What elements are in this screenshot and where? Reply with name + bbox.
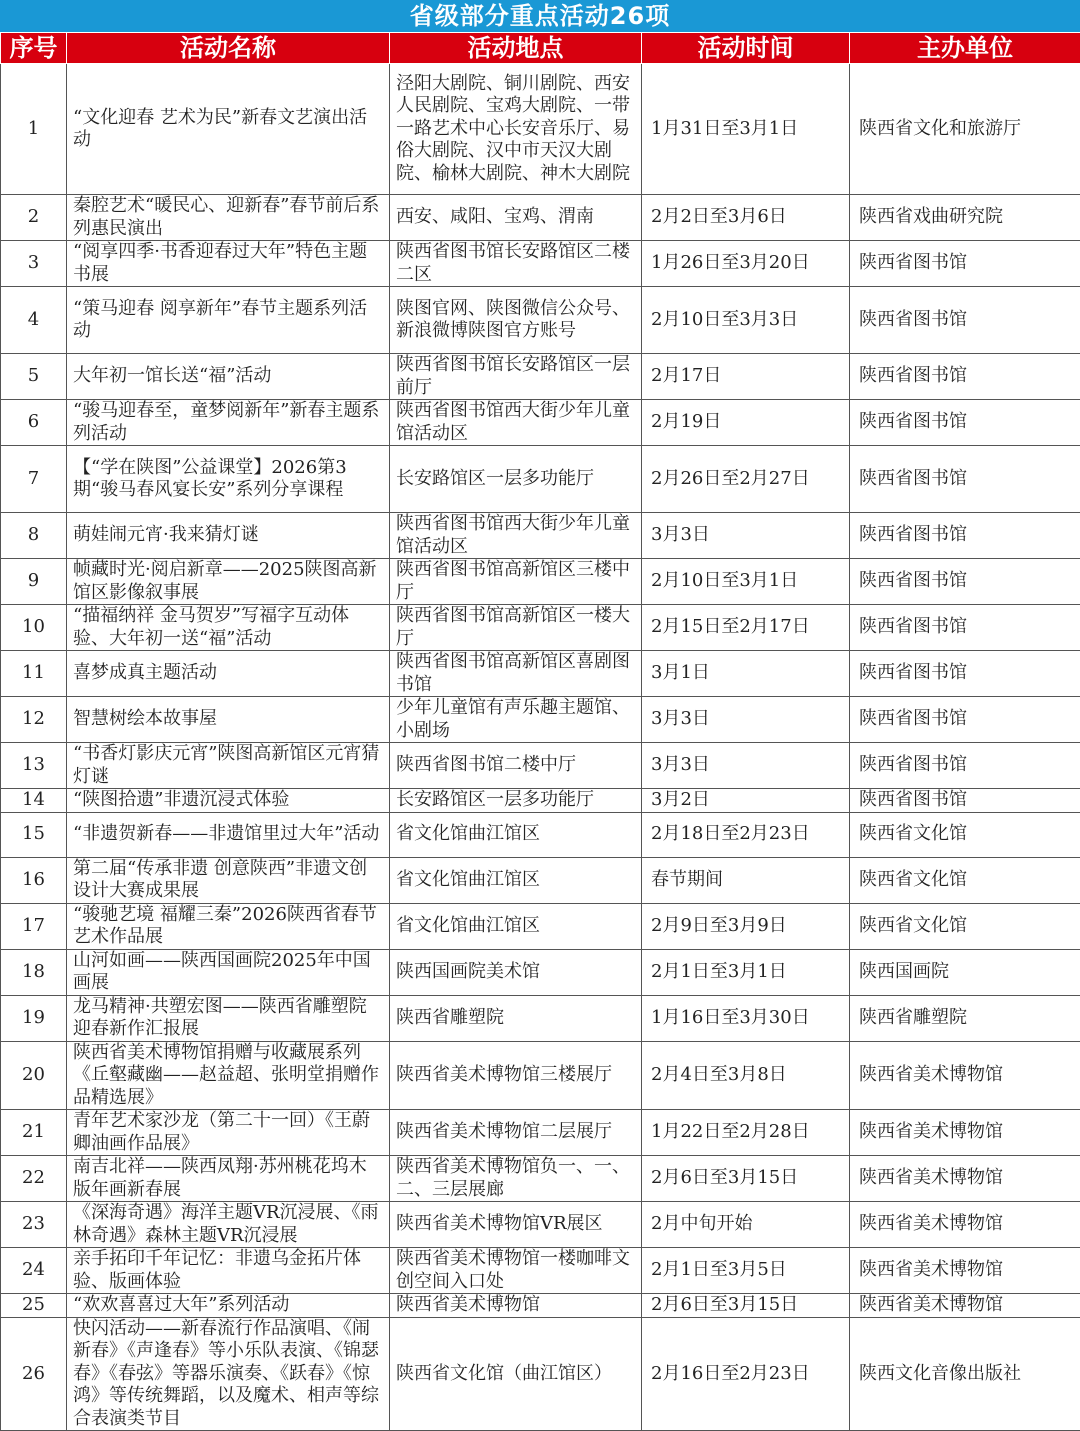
cell-name: 萌娃闹元宵·我来猜灯谜: [67, 513, 390, 559]
cell-organizer: 陕西文化音像出版社: [850, 1317, 1080, 1431]
table-row: [1, 651, 1080, 697]
cell-organizer: 陕西省图书馆: [850, 605, 1080, 651]
cell-place: 省文化馆曲江馆区: [390, 812, 642, 857]
cell-place: 省文化馆曲江馆区: [390, 857, 642, 903]
cell-time: 3月3日: [642, 513, 850, 559]
cell-organizer: 陕西省美术博物馆: [850, 1110, 1080, 1156]
cell-time: 2月2日至3月6日: [642, 195, 850, 241]
cell-organizer: 陕西省图书馆: [850, 241, 1080, 287]
cell-name: 喜梦成真主题活动: [67, 651, 390, 697]
table-row: [1, 903, 1080, 949]
cell-time: 2月10日至3月3日: [642, 287, 850, 354]
header-place: 活动地点: [390, 33, 642, 64]
table-row: [1, 1317, 1080, 1431]
table-row: [1, 743, 1080, 789]
cell-organizer: 陕西省美术博物馆: [850, 1202, 1080, 1248]
cell-time: 2月1日至3月5日: [642, 1248, 850, 1294]
table-row: [1, 513, 1080, 559]
table-row: [1, 241, 1080, 287]
cell-name: 帧藏时光·阅启新章——2025陕图高新馆区影像叙事展: [67, 559, 390, 605]
cell-organizer: 陕西省文化馆: [850, 857, 1080, 903]
cell-time: 2月6日至3月15日: [642, 1294, 850, 1318]
table-row: [1, 446, 1080, 513]
cell-name: “描福纳祥 金马贺岁”写福字互动体验、大年初一送“福”活动: [67, 605, 390, 651]
cell-name: 快闪活动——新春流行作品演唱、《闹新春》《声逢春》等小乐队表演、《锦瑟春》《春弦》等器乐演奏、《跃春》《惊鸿》等传统舞蹈，以及魔术、相声等综合表演类节目: [67, 1317, 390, 1431]
cell-time: 2月16日至2月23日: [642, 1317, 850, 1431]
cell-time: 3月1日: [642, 651, 850, 697]
cell-organizer: 陕西省图书馆: [850, 743, 1080, 789]
cell-place: 陕西省美术博物馆负一、一、二、三层展廊: [390, 1156, 642, 1202]
header-time: 活动时间: [642, 33, 850, 64]
cell-time: 春节期间: [642, 857, 850, 903]
cell-place: 长安路馆区一层多功能厅: [390, 446, 642, 513]
cell-no: 23: [1, 1202, 67, 1248]
table-row: [1, 995, 1080, 1041]
cell-place: 陕西省图书馆西大街少年儿童馆活动区: [390, 400, 642, 446]
cell-organizer: 陕西省戏曲研究院: [850, 195, 1080, 241]
cell-time: 2月26日至2月27日: [642, 446, 850, 513]
cell-name: 【“学在陕图”公益课堂】2026第3期“骏马春风宴长安”系列分享课程: [67, 446, 390, 513]
cell-no: 14: [1, 789, 67, 813]
cell-time: 1月16日至3月30日: [642, 995, 850, 1041]
table-header-row: [1, 33, 1080, 64]
cell-organizer: 陕西省图书馆: [850, 697, 1080, 743]
cell-no: 11: [1, 651, 67, 697]
cell-place: 西安、咸阳、宝鸡、渭南: [390, 195, 642, 241]
cell-place: 陕西省美术博物馆一楼咖啡文创空间入口处: [390, 1248, 642, 1294]
cell-no: 8: [1, 513, 67, 559]
cell-no: 5: [1, 354, 67, 400]
cell-place: 陕西省图书馆高新馆区喜剧图书馆: [390, 651, 642, 697]
cell-name: “文化迎春 艺术为民”新春文艺演出活动: [67, 64, 390, 195]
table-row: [1, 812, 1080, 857]
cell-name: 青年艺术家沙龙（第二十一回）《王蔚卿油画作品展》: [67, 1110, 390, 1156]
cell-no: 7: [1, 446, 67, 513]
cell-name: “策马迎春 阅享新年”春节主题系列活动: [67, 287, 390, 354]
cell-organizer: 陕西省图书馆: [850, 513, 1080, 559]
cell-name: “陕图拾遗”非遗沉浸式体验: [67, 789, 390, 813]
cell-organizer: 陕西省美术博物馆: [850, 1156, 1080, 1202]
cell-place: 陕西省美术博物馆: [390, 1294, 642, 1318]
table-row: [1, 697, 1080, 743]
cell-place: 少年儿童馆有声乐趣主题馆、小剧场: [390, 697, 642, 743]
cell-time: 1月26日至3月20日: [642, 241, 850, 287]
cell-place: 陕西省图书馆长安路馆区一层前厅: [390, 354, 642, 400]
cell-no: 19: [1, 995, 67, 1041]
cell-place: 陕西省美术博物馆三楼展厅: [390, 1041, 642, 1110]
cell-name: 第二届“传承非遗 创意陕西”非遗文创设计大赛成果展: [67, 857, 390, 903]
cell-place: 陕西省雕塑院: [390, 995, 642, 1041]
cell-organizer: 陕西省图书馆: [850, 446, 1080, 513]
cell-no: 10: [1, 605, 67, 651]
cell-place: 陕西省文化馆（曲江馆区）: [390, 1317, 642, 1431]
cell-name: 陕西省美术博物馆捐赠与收藏展系列《丘壑藏幽——赵益超、张明堂捐赠作品精选展》: [67, 1041, 390, 1110]
table-row: [1, 559, 1080, 605]
cell-name: “欢欢喜喜过大年”系列活动: [67, 1294, 390, 1318]
cell-no: 2: [1, 195, 67, 241]
table-row: [1, 789, 1080, 813]
cell-time: 3月2日: [642, 789, 850, 813]
table-row: [1, 1202, 1080, 1248]
header-name: 活动名称: [67, 33, 390, 64]
cell-time: 3月3日: [642, 743, 850, 789]
cell-place: 陕西省图书馆高新馆区三楼中厅: [390, 559, 642, 605]
table-row: [1, 64, 1080, 195]
cell-name: “阅享四季·书香迎春过大年”特色主题书展: [67, 241, 390, 287]
table-row: [1, 1294, 1080, 1318]
cell-name: “非遗贺新春——非遗馆里过大年”活动: [67, 812, 390, 857]
cell-no: 20: [1, 1041, 67, 1110]
cell-no: 15: [1, 812, 67, 857]
cell-organizer: 陕西省图书馆: [850, 400, 1080, 446]
cell-name: 南吉北祥——陕西凤翔·苏州桃花坞木版年画新春展: [67, 1156, 390, 1202]
cell-no: 18: [1, 949, 67, 995]
cell-organizer: 陕西省美术博物馆: [850, 1294, 1080, 1318]
cell-place: 陕西省美术博物馆二层展厅: [390, 1110, 642, 1156]
cell-no: 21: [1, 1110, 67, 1156]
header-organizer: 主办单位: [850, 33, 1080, 64]
cell-place: 陕西省图书馆西大街少年儿童馆活动区: [390, 513, 642, 559]
cell-organizer: 陕西省图书馆: [850, 651, 1080, 697]
cell-organizer: 陕西省图书馆: [850, 354, 1080, 400]
table-row: [1, 949, 1080, 995]
table-row: [1, 1248, 1080, 1294]
table-row: [1, 400, 1080, 446]
cell-organizer: 陕西省雕塑院: [850, 995, 1080, 1041]
cell-no: 25: [1, 1294, 67, 1318]
cell-organizer: 陕西省图书馆: [850, 559, 1080, 605]
cell-name: “骏驰艺境 福耀三秦”2026陕西省春节艺术作品展: [67, 903, 390, 949]
cell-time: 3月3日: [642, 697, 850, 743]
cell-organizer: 陕西省美术博物馆: [850, 1248, 1080, 1294]
cell-name: 智慧树绘本故事屋: [67, 697, 390, 743]
cell-no: 13: [1, 743, 67, 789]
cell-place: 陕西国画院美术馆: [390, 949, 642, 995]
cell-no: 17: [1, 903, 67, 949]
cell-no: 12: [1, 697, 67, 743]
table-row: [1, 195, 1080, 241]
table-row: [1, 1041, 1080, 1110]
cell-place: 陕图官网、陕图微信公众号、新浪微博陕图官方账号: [390, 287, 642, 354]
table-row: [1, 857, 1080, 903]
cell-no: 3: [1, 241, 67, 287]
cell-no: 22: [1, 1156, 67, 1202]
cell-time: 2月9日至3月9日: [642, 903, 850, 949]
cell-name: 龙马精神·共塑宏图——陕西省雕塑院迎春新作汇报展: [67, 995, 390, 1041]
cell-time: 2月18日至2月23日: [642, 812, 850, 857]
table-row: [1, 287, 1080, 354]
cell-place: 陕西省图书馆高新馆区一楼大厅: [390, 605, 642, 651]
cell-no: 9: [1, 559, 67, 605]
cell-time: 2月1日至3月1日: [642, 949, 850, 995]
table-row: [1, 605, 1080, 651]
cell-time: 2月15日至2月17日: [642, 605, 850, 651]
cell-organizer: 陕西国画院: [850, 949, 1080, 995]
cell-place: 泾阳大剧院、铜川剧院、西安人民剧院、宝鸡大剧院、一带一路艺术中心长安音乐厅、易俗大剧院、汉中市天汉大剧院、榆林大剧院、神木大剧院: [390, 64, 642, 195]
cell-place: 陕西省美术博物馆VR展区: [390, 1202, 642, 1248]
cell-place: 长安路馆区一层多功能厅: [390, 789, 642, 813]
cell-name: “骏马迎春至，童梦阅新年”新春主题系列活动: [67, 400, 390, 446]
cell-time: 1月22日至2月28日: [642, 1110, 850, 1156]
cell-time: 2月4日至3月8日: [642, 1041, 850, 1110]
cell-place: 省文化馆曲江馆区: [390, 903, 642, 949]
cell-no: 16: [1, 857, 67, 903]
cell-organizer: 陕西省图书馆: [850, 287, 1080, 354]
cell-time: 2月10日至3月1日: [642, 559, 850, 605]
table-row: [1, 1110, 1080, 1156]
table-row: [1, 354, 1080, 400]
cell-organizer: 陕西省文化馆: [850, 903, 1080, 949]
cell-organizer: 陕西省文化和旅游厅: [850, 64, 1080, 195]
cell-time: 2月6日至3月15日: [642, 1156, 850, 1202]
cell-no: 24: [1, 1248, 67, 1294]
cell-time: 2月17日: [642, 354, 850, 400]
cell-place: 陕西省图书馆二楼中厅: [390, 743, 642, 789]
cell-name: 大年初一馆长送“福”活动: [67, 354, 390, 400]
cell-organizer: 陕西省图书馆: [850, 789, 1080, 813]
cell-organizer: 陕西省美术博物馆: [850, 1041, 1080, 1110]
cell-name: 山河如画——陕西国画院2025年中国画展: [67, 949, 390, 995]
cell-time: 2月中旬开始: [642, 1202, 850, 1248]
cell-no: 4: [1, 287, 67, 354]
cell-no: 6: [1, 400, 67, 446]
cell-name: 亲手拓印千年记忆：非遗乌金拓片体验、版画体验: [67, 1248, 390, 1294]
cell-name: 《深海奇遇》海洋主题VR沉浸展、《雨林奇遇》森林主题VR沉浸展: [67, 1202, 390, 1248]
header-no: 序号: [1, 33, 67, 64]
table-row: [1, 1156, 1080, 1202]
page-title: 省级部分重点活动26项: [0, 0, 1080, 32]
cell-time: 1月31日至3月1日: [642, 64, 850, 195]
cell-no: 1: [1, 64, 67, 195]
activities-table: [0, 32, 1080, 1431]
cell-name: 秦腔艺术“暖民心、迎新春”春节前后系列惠民演出: [67, 195, 390, 241]
cell-organizer: 陕西省文化馆: [850, 812, 1080, 857]
cell-no: 26: [1, 1317, 67, 1431]
cell-time: 2月19日: [642, 400, 850, 446]
cell-place: 陕西省图书馆长安路馆区二楼二区: [390, 241, 642, 287]
cell-name: “书香灯影庆元宵”陕图高新馆区元宵猜灯谜: [67, 743, 390, 789]
